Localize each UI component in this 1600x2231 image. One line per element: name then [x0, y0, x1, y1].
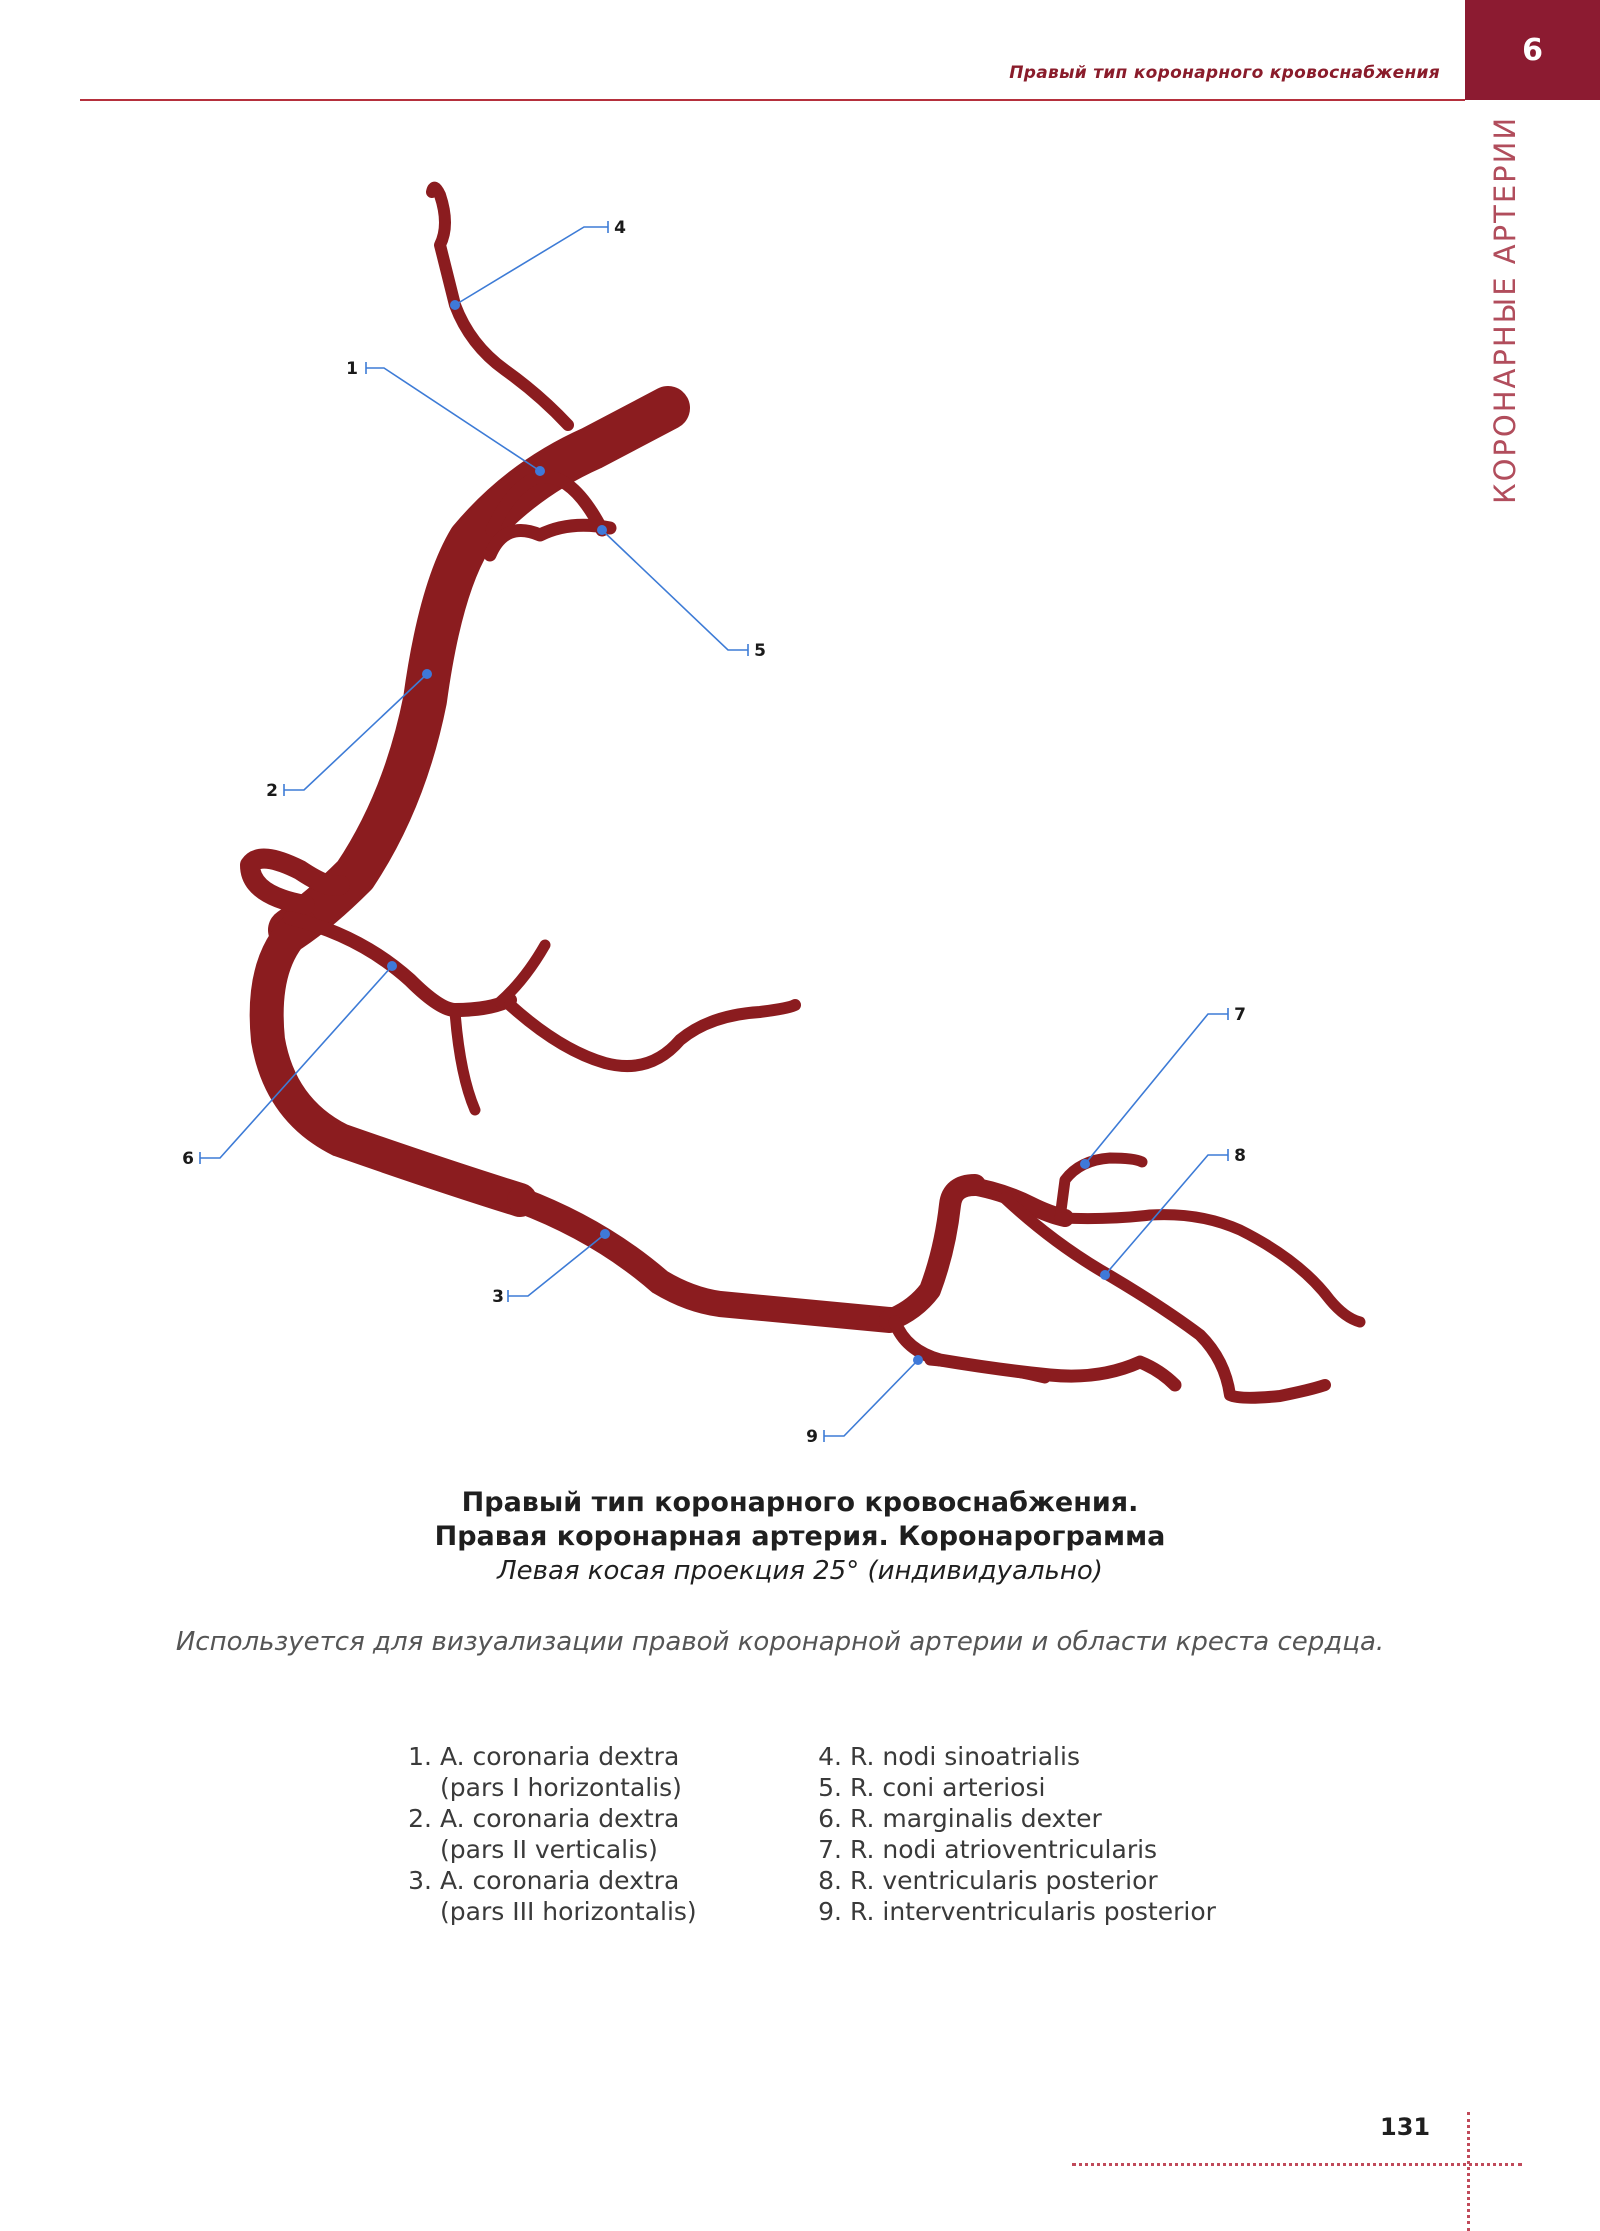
footer-dotted-vertical [1467, 2112, 1470, 2231]
page-number: 131 [1380, 2113, 1431, 2141]
legend-item-9: 9. R. interventricularis posterior [818, 1897, 1216, 1926]
legend-item-2: 2. A. coronaria dextra (pars II verticalis) [408, 1804, 680, 1864]
marginal-branch [290, 918, 510, 1010]
av-node-branch [1060, 1158, 1142, 1218]
chapter-number: 6 [1522, 32, 1543, 68]
legend-item-3: 3. A. coronaria dextra (pars III horizontalis) [408, 1866, 697, 1926]
label-6: 6 [182, 1149, 194, 1169]
conus-branch-main [490, 525, 610, 555]
legend-right [810, 1741, 1216, 1927]
footer-dotted-rule [1072, 2163, 1522, 2166]
legend-item-4: 4. R. nodi sinoatrialis [818, 1742, 1080, 1771]
main-trunk-proximal [290, 408, 668, 930]
marginal-sub-down [455, 1012, 475, 1110]
figure-caption [0, 1486, 1600, 1588]
legend-item-1: 1. A. coronaria dextra (pars I horizontalis) [408, 1742, 682, 1802]
caption-title-line1: Правый тип коронарного кровоснабжения. [461, 1487, 1139, 1518]
label-1: 1 [346, 359, 358, 379]
marginal-sub-right [510, 1005, 795, 1066]
legend-item-7: 7. R. nodi atrioventricularis [818, 1835, 1158, 1864]
running-header-title: Правый тип коронарного кровоснабжения [1009, 63, 1440, 83]
usage-note: Используется для визуализации правой коронарной артерии и области креста сердца. [175, 1627, 1385, 1657]
legend-left [400, 1741, 697, 1927]
label-5: 5 [754, 641, 766, 661]
posterior-ventricular-lower [1005, 1198, 1325, 1398]
legend-item-5: 5. R. coni arteriosi [818, 1773, 1046, 1802]
marginal-sub-up [500, 945, 545, 1002]
caption-title-line2: Правая коронарная артерия. Коронарограмма [434, 1521, 1166, 1552]
legend-item-8: 8. R. ventricularis posterior [818, 1866, 1158, 1895]
label-9: 9 [806, 1427, 818, 1447]
label-7: 7 [1234, 1005, 1246, 1025]
label-8: 8 [1234, 1146, 1246, 1166]
caption-projection: Левая косая проекция 25° (индивидуально) [497, 1556, 1103, 1586]
crux-segment [890, 1185, 975, 1320]
label-3: 3 [492, 1287, 504, 1307]
side-section-text: КОРОНАРНЫЕ АРТЕРИИ [1488, 115, 1523, 505]
label-2: 2 [266, 781, 278, 801]
label-4: 4 [614, 218, 626, 238]
main-trunk-distal [520, 1200, 890, 1320]
artery-tree [250, 188, 1360, 1398]
posterior-interventricular-2 [930, 1360, 1045, 1378]
legend-item-6: 6. R. marginalis dexter [818, 1804, 1102, 1833]
